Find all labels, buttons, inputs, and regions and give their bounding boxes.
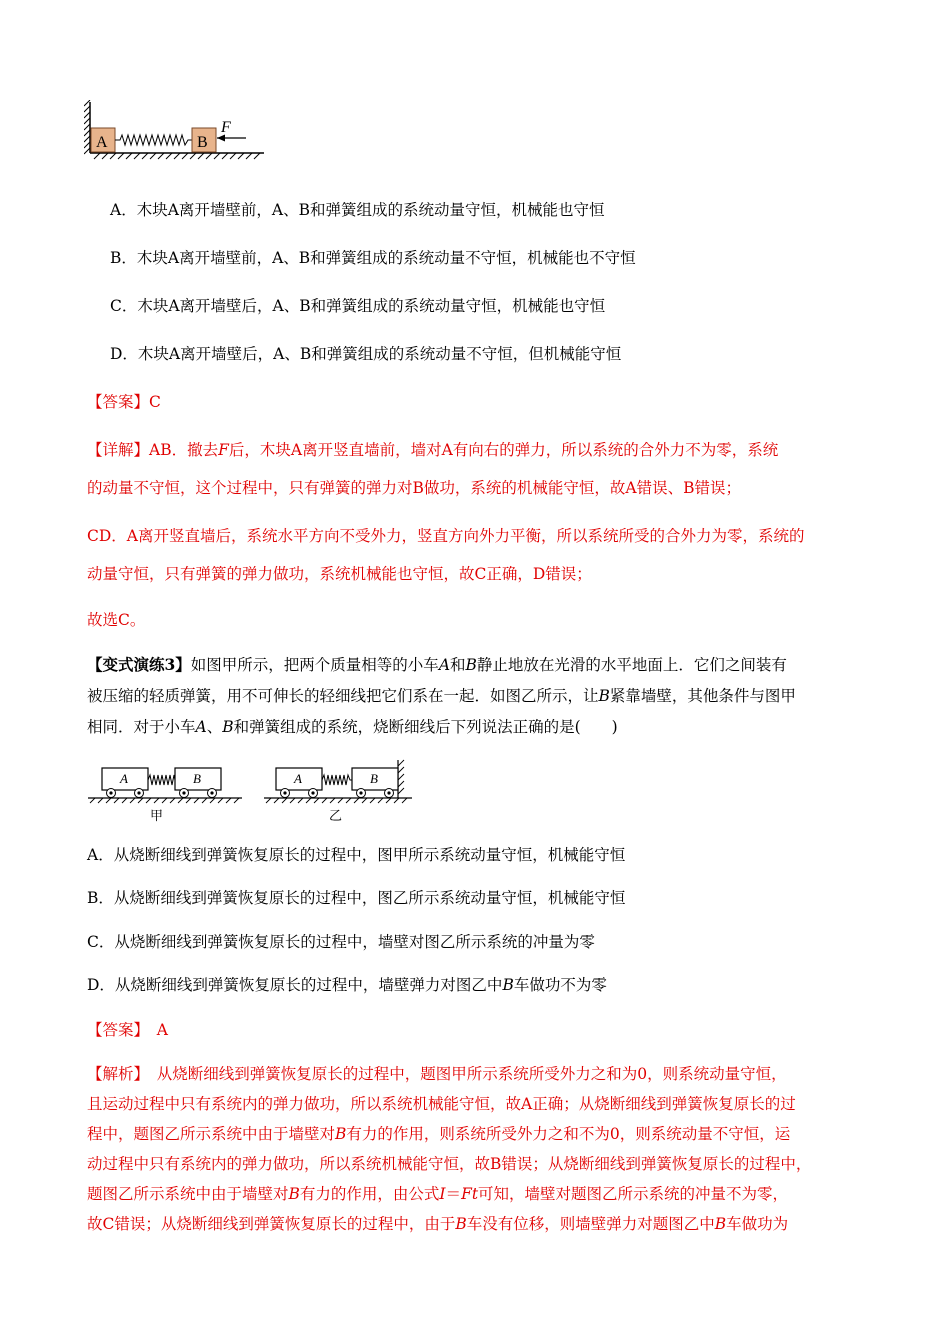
q2-analysis-text: 有力的作用，则系统所受外力之和不为0，则系统动量不守恒，运 [346,1125,791,1143]
q2-analysis-text: 车没有位移，则墙壁弹力对题图乙中 [466,1215,715,1233]
q2-analysis-formula: Ft [461,1185,479,1203]
caption-jia: 甲 [150,808,164,823]
q2-analysis-line-4: 动过程中只有系统内的弹力做功，所以系统机械能守恒，故B错误；从烧断细线到弹簧恢复原长的过程中， [87,1155,812,1173]
spring [115,135,192,145]
cart-a-left-label: A [120,771,128,786]
q2-text: 紧靠墙壁，其他条件与图甲 [609,687,796,705]
cart-b-left-label: B [193,771,201,786]
q2-analysis-text: 可知，墙壁对题图乙所示系统的冲量不为零， [478,1185,789,1203]
caption-yi: 乙 [329,808,343,823]
q2-text: 、 [206,718,223,736]
q2-analysis-line-3 [87,1124,790,1144]
q2-text: 被压缩的轻质弹簧，用不可伸长的轻细线把它们系在一起．如图乙所示，让 [87,687,599,705]
q2-analysis-text: 从烧断细线到弹簧恢复原长的过程中，题图甲所示系统所受外力之和为0，则系统动量守恒， [141,1065,787,1083]
q2-option-d-text: D．从烧断细线到弹簧恢复原长的过程中，墙壁弹力对图乙中 [87,976,503,994]
block-a-label: A [96,134,108,151]
q2-analysis-var: B [288,1185,300,1203]
q1-answer: 【答案】C [87,393,161,411]
q2-analysis-text: 故C错误；从烧断细线到弹簧恢复原长的过程中，由于 [87,1215,456,1233]
q1-option-c: C．木块A离开墙壁后，A、B和弹簧组成的系统动量守恒，机械能也守恒 [110,297,606,315]
q1-detail-line-1 [87,440,778,460]
q1-detail-var-f: F [218,441,229,459]
q1-option-d: D．木块A离开墙壁后，A、B和弹簧组成的系统动量不守恒，但机械能守恒 [110,345,622,363]
q2-option-d-text: 车做功不为零 [513,976,607,994]
q2-analysis-text: 车做功为 [726,1215,789,1233]
q2-stem-line-1 [87,655,787,675]
q2-analysis-line-6 [87,1214,788,1234]
figure-carts [86,758,426,826]
q1-detail-line-2: 的动量不守恒，这个过程中，只有弹簧的弹力对B做功，系统的机械能守恒，故A错误、B错误； [87,479,741,497]
q2-text: 和 [450,656,466,674]
cart-b-right-label: B [370,771,378,786]
q2-var: B [465,656,477,674]
spring-right [322,775,352,785]
q2-analysis-line-5 [87,1184,788,1204]
q2-text: 和弹簧组成的系统，烧断细线后下列说法正确的是( ) [233,718,618,736]
q2-analysis-tag: 【解析】 [87,1065,142,1083]
q1-option-b: B．木块A离开墙壁前，A、B和弹簧组成的系统动量不守恒，机械能也不守恒 [110,249,636,267]
q2-analysis-text: 程中，题图乙所示系统中由于墙壁对 [87,1125,336,1143]
q1-detail-text: 后，木块A离开竖直墙前，墙对A有向右的弹力，所以系统的合外力不为零，系统 [228,441,779,459]
q2-var: B [598,687,610,705]
q2-text: 相同．对于小车 [87,718,196,736]
force-label: F [221,119,231,136]
q2-analysis-var: B [335,1125,347,1143]
q1-option-a: A．木块A离开墙壁前，A、B和弹簧组成的系统动量守恒，机械能也守恒 [110,201,605,219]
q2-analysis-var: B [714,1215,727,1233]
q2-answer: 【答案】 A [87,1021,168,1039]
q2-option-c: C．从烧断细线到弹簧恢复原长的过程中，墙壁对图乙所示系统的冲量为零 [87,933,595,951]
q2-analysis-text: 有力的作用，由公式 [299,1185,440,1203]
block-b-label: B [197,134,208,151]
cart-a-right-label: A [294,771,302,786]
q1-detail-tag: 【详解】 [87,441,150,459]
q2-analysis-var: B [455,1215,467,1233]
q1-detail-text: AB．撤去 [149,441,219,459]
q1-detail-line-4: 动量守恒，只有弹簧的弹力做功，系统机械能也守恒，故C正确，D错误； [87,565,592,583]
q2-option-d [87,975,607,995]
q2-analysis-formula: ＝ [445,1185,462,1203]
q2-option-d-var: B [502,976,514,994]
q2-analysis-formula: I [439,1185,446,1203]
spring-left [148,775,175,785]
figure-spring-blocks [84,100,269,160]
q2-var: B [222,718,234,736]
q2-option-b: B．从烧断细线到弹簧恢复原长的过程中，图乙所示系统动量守恒，机械能守恒 [87,889,626,907]
q1-detail-line-5: 故选C。 [87,611,146,629]
q2-var: A [438,656,451,674]
q2-option-a: A．从烧断细线到弹簧恢复原长的过程中，图甲所示系统动量守恒，机械能守恒 [87,846,626,864]
q2-analysis-text: 题图乙所示系统中由于墙壁对 [87,1185,289,1203]
q2-stem-line-2 [87,686,796,706]
q2-text: 静止地放在光滑的水平地面上．它们之间装有 [476,656,787,674]
q2-var: A [195,718,207,736]
q2-stem-line-3 [87,717,618,737]
q2-text: 如图甲所示，把两个质量相等的小车 [190,656,439,674]
q2-analysis-line-2: 且运动过程中只有系统内的弹力做功，所以系统机械能守恒，故A正确；从烧断细线到弹簧恢复原长的过 [87,1095,796,1113]
q1-detail-line-3: CD．A离开竖直墙后，系统水平方向不受外力，竖直方向外力平衡，所以系统所受的合外力为零，系统的 [87,527,805,545]
q2-tag: 【变式演练3】 [87,655,191,674]
q2-analysis-line-1 [87,1064,787,1084]
